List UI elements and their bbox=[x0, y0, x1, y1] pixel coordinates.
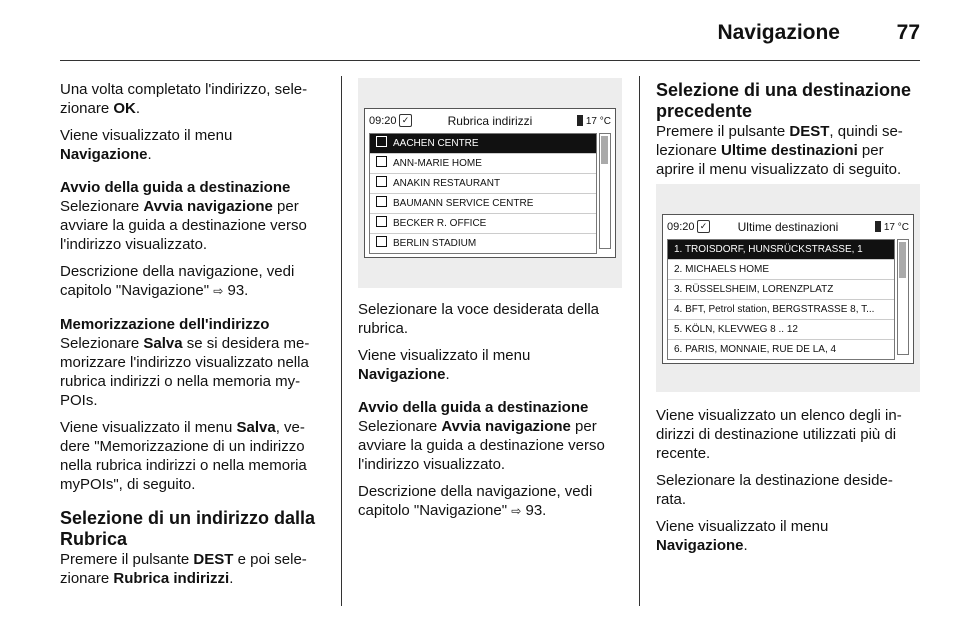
address-icon bbox=[376, 196, 387, 207]
paragraph: Viene visualizzato il menu Navigazione. bbox=[60, 127, 233, 163]
address-icon bbox=[376, 216, 387, 227]
paragraph: Selezionare la destinazione deside-rata. bbox=[656, 472, 893, 508]
reference-arrow-icon: ⇨ bbox=[213, 284, 224, 298]
display-screen bbox=[364, 108, 616, 258]
column-3 bbox=[656, 80, 920, 187]
address-icon bbox=[376, 236, 387, 247]
thermometer-icon bbox=[577, 115, 583, 126]
page-header bbox=[60, 0, 920, 60]
paragraph: Viene visualizzato il menu Navigazione. bbox=[656, 518, 829, 554]
address-icon bbox=[376, 156, 387, 167]
heading-address-book: Selezione di un indirizzo dalla Rubrica bbox=[60, 508, 316, 549]
paragraph: Selezionare Avvia navigazione per avviare la guida a destinazione verso l'indirizzo visualizzato. bbox=[358, 418, 605, 473]
heading-previous-destination: Selezione di una destinazione precedente bbox=[656, 80, 912, 121]
screenshot-address-book bbox=[358, 78, 622, 288]
address-icon bbox=[376, 176, 387, 187]
list-item[interactable]: 4. BFT, Petrol station, BERGSTRASSE 8, T... bbox=[668, 300, 894, 320]
paragraph: Una volta completato l'indirizzo, sele-zionare OK. bbox=[60, 81, 308, 117]
paragraph: Premere il pulsante DEST, quindi se-lezionare Ultime destinazioni per aprire il menu visualizzato di seguito. bbox=[656, 123, 903, 178]
paragraph: Premere il pulsante DEST e poi sele-zionare Rubrica indirizzi. bbox=[60, 551, 307, 587]
list-item[interactable]: AACHEN CENTRE bbox=[370, 134, 596, 154]
list-item[interactable]: BAUMANN SERVICE CENTRE bbox=[370, 194, 596, 214]
paragraph: Selezionare la voce desiderata della rubrica. bbox=[358, 301, 599, 337]
list-item[interactable]: 1. TROISDORF, HUNSRÜCKSTRASSE, 1 bbox=[668, 240, 894, 260]
temperature: 17 °C bbox=[875, 221, 909, 233]
temperature: 17 °C bbox=[577, 115, 611, 127]
list-item[interactable]: ANAKIN RESTAURANT bbox=[370, 174, 596, 194]
clock: 09:20 bbox=[369, 115, 397, 127]
column-3-lower bbox=[656, 406, 920, 563]
display-screen bbox=[662, 214, 914, 364]
address-icon bbox=[376, 136, 387, 147]
scrollbar[interactable] bbox=[897, 239, 909, 355]
clock: 09:20 bbox=[667, 221, 695, 233]
list-item[interactable]: 5. KÖLN, KLEVWEG 8 .. 12 bbox=[668, 320, 894, 340]
paragraph: Selezionare Avvia navigazione per avviare la guida a destinazione verso l'indirizzo visualizzato. bbox=[60, 198, 307, 253]
status-bar bbox=[663, 215, 913, 239]
page-number: 77 bbox=[896, 21, 920, 44]
subheading-start-guidance: Avvio della guida a destinazione bbox=[60, 179, 291, 196]
scrollbar[interactable] bbox=[599, 133, 611, 249]
section-title: Navigazione bbox=[717, 21, 840, 44]
address-list bbox=[369, 133, 597, 254]
thermometer-icon bbox=[875, 221, 881, 232]
list-item[interactable]: 3. RÜSSELSHEIM, LORENZPLATZ bbox=[668, 280, 894, 300]
scrollbar-thumb[interactable] bbox=[899, 242, 906, 278]
status-bar bbox=[365, 109, 615, 133]
reference-arrow-icon: ⇨ bbox=[511, 504, 522, 518]
paragraph: Descrizione della navigazione, vedi capitolo "Navigazione" ⇨ 93. bbox=[358, 483, 593, 519]
column-divider-1 bbox=[341, 76, 342, 606]
column-2 bbox=[358, 300, 622, 529]
nav-status-icon: ✓ bbox=[697, 220, 710, 233]
list-item[interactable]: BECKER R. OFFICE bbox=[370, 214, 596, 234]
list-item[interactable]: ANN-MARIE HOME bbox=[370, 154, 596, 174]
header-rule bbox=[60, 60, 920, 61]
subheading-save-address: Memorizzazione dell'indirizzo bbox=[60, 316, 270, 333]
paragraph: Viene visualizzato il menu Navigazione. bbox=[358, 347, 531, 383]
nav-status-icon: ✓ bbox=[399, 114, 412, 127]
list-item[interactable]: 2. MICHAELS HOME bbox=[668, 260, 894, 280]
screen-title: Rubrica indirizzi bbox=[447, 114, 533, 128]
screen-title: Ultime destinazioni bbox=[737, 220, 839, 234]
screenshot-recent-destinations bbox=[656, 184, 920, 392]
scrollbar-thumb[interactable] bbox=[601, 136, 608, 164]
column-1 bbox=[60, 80, 326, 596]
paragraph: Viene visualizzato il menu Salva, ve-dere "Memorizzazione di un indirizzo nella rubrica indirizzi o nella memoria myPOIs", di seguito. bbox=[60, 419, 307, 493]
subheading-start-guidance: Avvio della guida a destinazione bbox=[358, 399, 589, 416]
list-item[interactable]: 6. PARIS, MONNAIE, RUE DE LA, 4 bbox=[674, 344, 837, 355]
destination-list bbox=[667, 239, 895, 360]
column-divider-2 bbox=[639, 76, 640, 606]
list-item[interactable]: BERLIN STADIUM bbox=[370, 234, 596, 253]
paragraph: Selezionare Salva se si desidera me-morizzare l'indirizzo visualizzato nella rubrica indirizzi o nella memoria my-POIs. bbox=[60, 335, 310, 409]
paragraph: Viene visualizzato un elenco degli in-dirizzi di destinazione utilizzati più di recente. bbox=[656, 407, 902, 462]
paragraph: Descrizione della navigazione, vedi capitolo "Navigazione" ⇨ 93. bbox=[60, 263, 295, 299]
